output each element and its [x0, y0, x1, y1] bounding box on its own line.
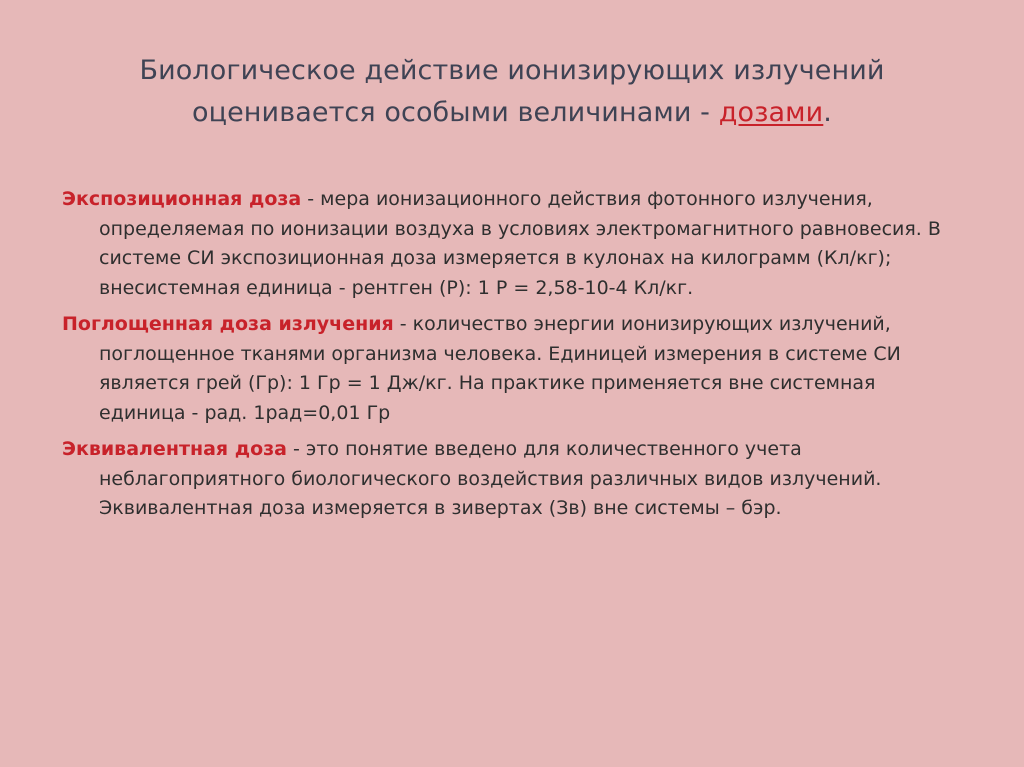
title-line-2-suffix: . — [823, 97, 832, 128]
paragraph-absorbed-dose — [62, 310, 962, 428]
title-line-1: Биологическое действие ионизирующих излучений — [139, 55, 885, 86]
title-accent-word: дозами — [718, 97, 824, 128]
slide-title — [100, 50, 924, 134]
definition-equivalent-dose: - это понятие введено для количественного учета неблагоприятного биологического воздействия различных видов излучений. Эквивалентная доза измеряется в зивертах (Зв) вне системы – бэр. — [99, 438, 882, 519]
term-exposure-dose: Экспозиционная доза — [62, 188, 302, 210]
paragraph-equivalent-dose — [62, 435, 962, 524]
definition-absorbed-dose: - количество энергии ионизирующих излучений, поглощенное тканями организма человека. Единицей измерения в системе СИ является грей (Гр): 1 Гр = 1 Дж/кг. На практике применяется вне системная единица - рад. 1рад=0,01 Гр — [99, 313, 901, 424]
term-equivalent-dose: Эквивалентная доза — [62, 438, 287, 460]
paragraph-exposure-dose — [62, 185, 962, 303]
term-absorbed-dose: Поглощенная доза излучения — [62, 313, 394, 335]
definition-exposure-dose: - мера ионизационного действия фотонного излучения, определяемая по ионизации воздуха в условиях электромагнитного равновесия. В системе СИ экспозиционная доза измеряется в кулонах на килограмм (Кл/кг); внесистемная единица - рентген (Р): 1 Р = 2,58-10-4 Кл/кг. — [99, 188, 941, 299]
title-line-2-prefix: оценивается особыми величинами - — [192, 97, 719, 128]
slide-body — [62, 185, 962, 531]
